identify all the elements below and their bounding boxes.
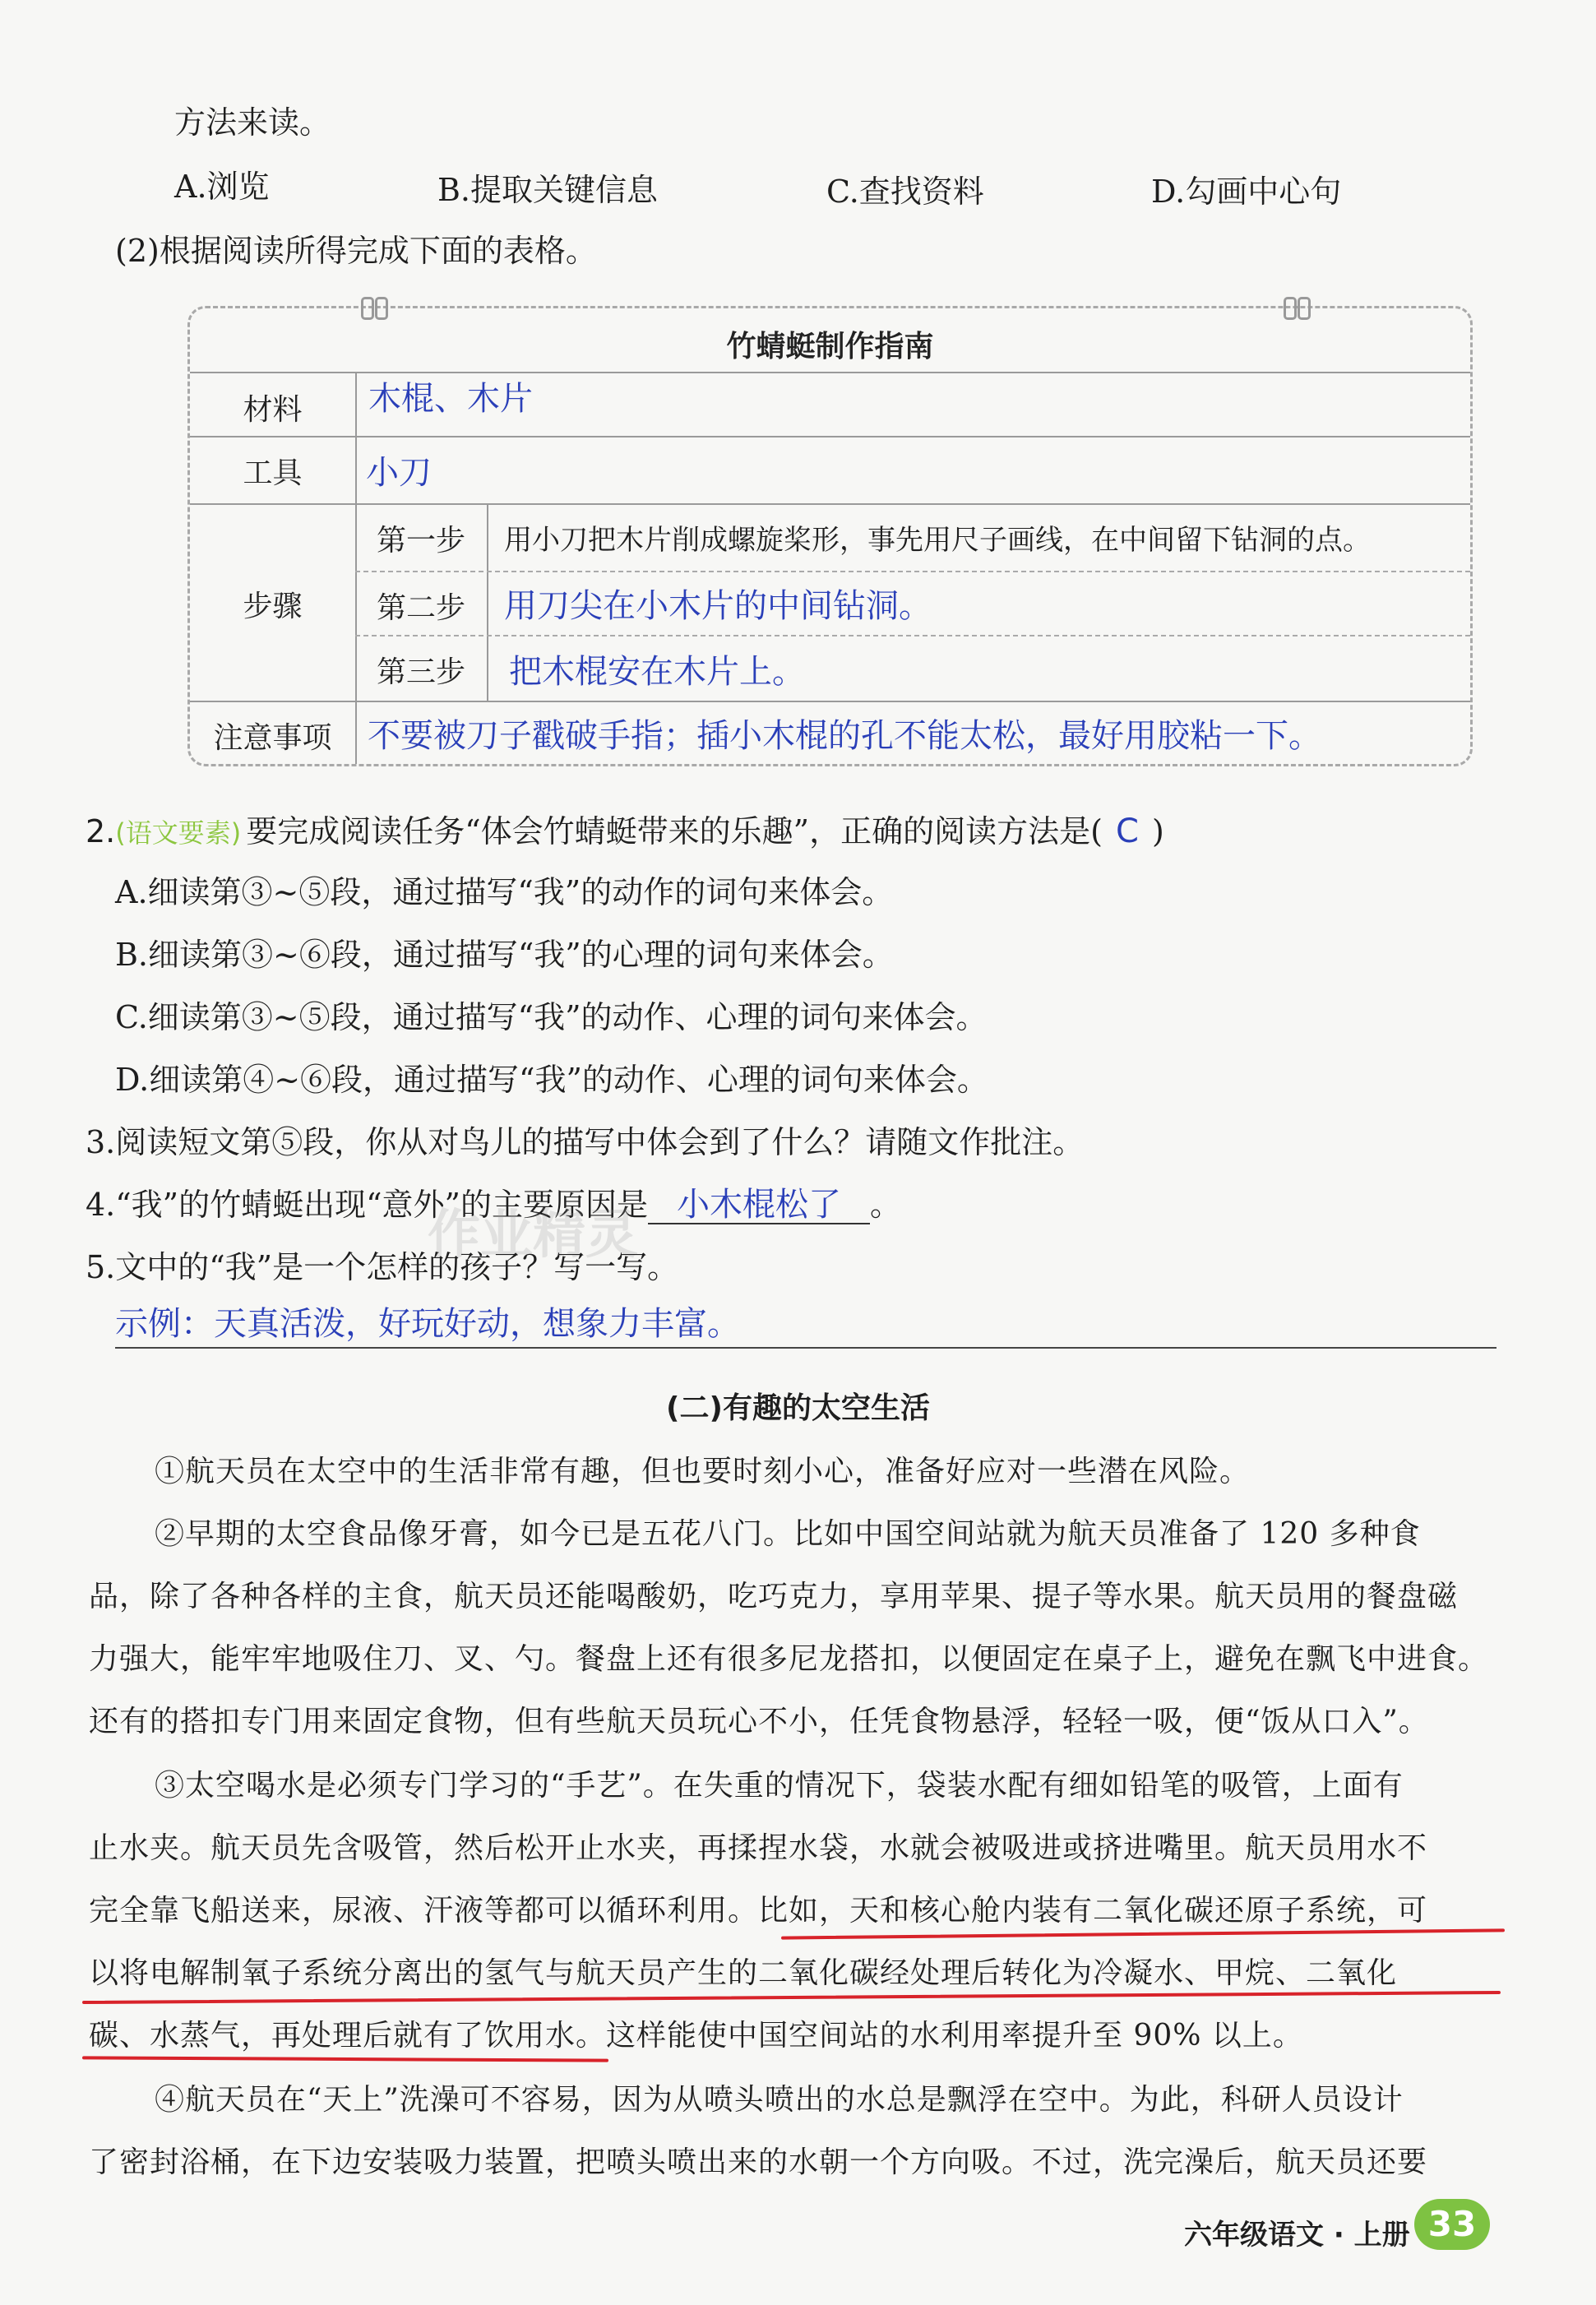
q5-answer-line [115,1347,1497,1349]
q1-tail: 方法来读。 [174,104,331,141]
footer-label: 六年级语文 · 上册 [1184,2219,1410,2252]
q1-option-d: D.勾画中心句 [1151,174,1342,210]
q1-sub2: (2)根据阅读所得完成下面的表格。 [115,233,597,269]
step-3-label: 第三步 [376,655,465,689]
table-step-divider [487,503,488,701]
notes-answer: 不要被刀子戳破手指；插小木棍的孔不能太松，最好用胶粘一下。 [368,717,1321,755]
q2-option-b: B.细读第③~⑥段，通过描写“我”的心理的词句来体会。 [115,937,894,973]
passage-line: ①航天员在太空中的生活非常有趣，但也要时刻小心，准备好应对一些潜在风险。 [155,1455,1251,1488]
q2-option-d: D.细读第④~⑥段，通过描写“我”的动作、心理的词句来体会。 [115,1062,988,1098]
passage-line: 以将电解制氧子系统分离出的氢气与航天员产生的二氧化碳经处理后转化为冷凝水、甲烷、二氧化 [89,1956,1398,1990]
q5-stem: 5.文中的“我”是一个怎样的孩子？写一写。 [86,1249,679,1285]
q2-stem: 要完成阅读任务“体会竹蜻蜓带来的乐趣”，正确的阅读方法是( [246,813,1103,849]
guide-table [187,306,1473,766]
passage-line: 止水夹。航天员先含吸管，然后松开止水夹，再揉捏水袋，水就会被吸进或挤进嘴里。航天员用水不 [89,1831,1428,1865]
tools-answer: 小刀 [366,454,432,492]
step-1-text: 用小刀把木片削成螺旋桨形，事先用尺子画线，在中间留下钻洞的点。 [504,524,1371,557]
q2-tag: (语文要素) [115,817,242,849]
q2-answer: C [1115,812,1139,850]
page-number-badge: 33 [1414,2199,1490,2250]
table-rule [190,436,1470,437]
binder-clip-right-2 [1298,297,1311,320]
tools-label: 工具 [243,456,303,490]
passage-line: 还有的搭扣专门用来固定食物，但有些航天员玩心不小，任凭食物悬浮，轻轻一吸，便“饭从口入”。 [89,1705,1429,1738]
q4-answer: 小木棍松了 [648,1187,870,1224]
q1-option-a: A.浏览 [174,169,270,205]
q1-option-b: B.提取关键信息 [437,172,659,208]
q4-stem: 4.“我”的竹蜻蜓出现“意外”的主要原因是 [86,1187,648,1223]
step-2-text: 用刀尖在小木片的中间钻洞。 [504,587,932,625]
table-rule [190,701,1470,702]
passage-line: 碳、水蒸气，再处理后就有了饮用水。这样能使中国空间站的水利用率提升至 90% 以上。 [89,2019,1303,2053]
q5-answer: 示例：天真活泼，好玩好动，想象力丰富。 [115,1305,740,1343]
q2-stem-end: ) [1151,813,1164,849]
passage-line: ②早期的太空食品像牙膏，如今已是五花八门。比如中国空间站就为航天员准备了 120 多种食 [155,1517,1421,1551]
step-2-label: 第二步 [376,591,465,625]
passage-line: ③太空喝水是必须专门学习的“手艺”。在失重的情况下，袋装水配有细如铅笔的吸管，上面有 [155,1769,1404,1803]
step-1-label: 第一步 [376,524,465,558]
q2-number: 2. [86,813,116,849]
table-title: 竹蜻蜓制作指南 [726,330,934,363]
passage-line: ④航天员在“天上”洗澡可不容易，因为从喷头喷出的水总是飘浮在空中。为此，科研人员设计 [155,2083,1404,2117]
q2-line [86,806,1164,851]
steps-label: 步骤 [243,590,303,623]
table-col-divider [355,372,357,764]
passage-line: 了密封浴桶，在下边安装吸力装置，把喷头喷出来的水朝一个方向吸。不过，洗完澡后，航天员还要 [89,2145,1428,2179]
section-title: (二)有趣的太空生活 [666,1391,930,1425]
q3: 3.阅读短文第⑤段，你从对鸟儿的描写中体会到了什么？请随文作批注。 [86,1124,1085,1160]
table-rule [355,635,1470,636]
materials-answer: 木棍、木片 [368,380,533,418]
q4-end: 。 [869,1187,901,1223]
table-rule [355,571,1470,572]
watermark: 作业精灵 [428,1205,638,1266]
q1-option-c: C.查找资料 [826,174,984,210]
binder-clip-right [1284,297,1297,320]
q2-option-a: A.细读第③~⑤段，通过描写“我”的动作的词句来体会。 [115,874,894,910]
binder-clip-left [361,297,374,320]
q2-option-c: C.细读第③~⑤段，通过描写“我”的动作、心理的词句来体会。 [115,999,988,1035]
step-3-text: 把木棍安在木片上。 [509,653,805,691]
notes-label: 注意事项 [213,721,332,755]
materials-label: 材料 [243,393,303,427]
passage-line: 完全靠飞船送来，尿液、汗液等都可以循环利用。比如，天和核心舱内装有二氧化碳还原子系统，可 [89,1894,1428,1928]
table-rule [190,503,1470,505]
passage-line: 品，除了各种各样的主食，航天员还能喝酸奶，吃巧克力，享用苹果、提子等水果。航天员用的餐盘磁 [89,1580,1459,1613]
passage-line: 力强大，能牢牢地吸住刀、叉、勺。餐盘上还有很多尼龙搭扣，以便固定在桌子上，避免在飘飞中进食。 [89,1642,1489,1676]
binder-clip-left-2 [375,297,388,320]
